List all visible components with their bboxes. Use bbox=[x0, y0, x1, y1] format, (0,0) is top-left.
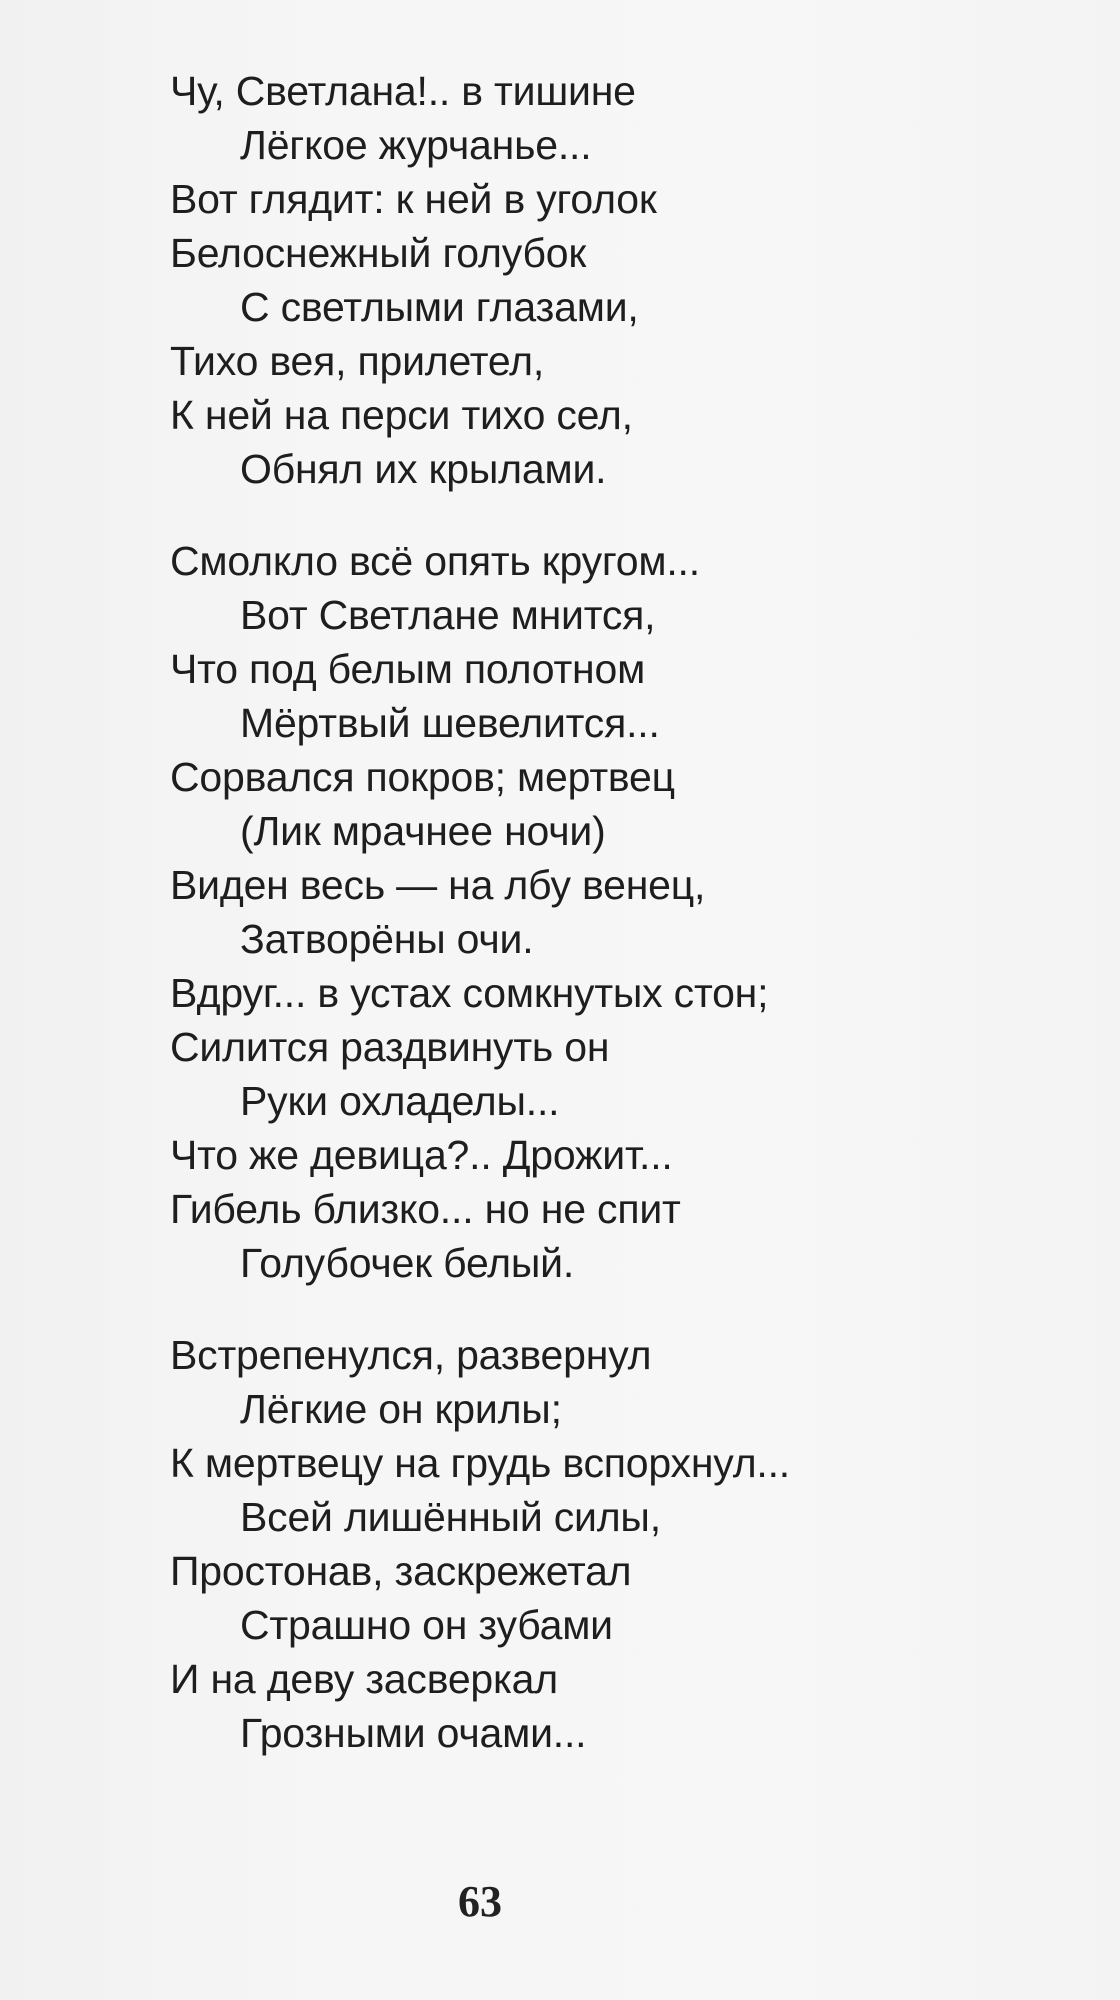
poem-line: Грозными очами... bbox=[240, 1710, 587, 1756]
poem-text bbox=[170, 64, 970, 1760]
poem-line: Тихо вея, прилетел, bbox=[170, 338, 545, 384]
poem-line: Лёгкие он крилы; bbox=[240, 1386, 562, 1432]
poem-line: Силится раздвинуть он bbox=[170, 1024, 610, 1070]
poem-line: Голубочек белый. bbox=[240, 1240, 575, 1286]
poem-line: Сорвался покров; мертвец bbox=[170, 754, 675, 800]
poem-line: Вот глядит: к ней в уголок bbox=[170, 176, 657, 222]
poem-line: К мертвецу на грудь вспорхнул... bbox=[170, 1440, 790, 1486]
poem-line: Вот Светлане мнится, bbox=[240, 592, 656, 638]
poem-line: Лёгкое журчанье... bbox=[240, 122, 592, 168]
poem-line: И на деву засверкал bbox=[170, 1656, 558, 1702]
poem-line: Смолкло всё опять кругом... bbox=[170, 538, 700, 584]
poem-line: Всей лишённый силы, bbox=[240, 1494, 661, 1540]
poem-line: Что под белым полотном bbox=[170, 646, 646, 692]
poem-line: Затворёны очи. bbox=[240, 916, 534, 962]
poem-line: Руки охладелы... bbox=[240, 1078, 560, 1124]
poem-line: Белоснежный голубок bbox=[170, 230, 587, 276]
poem-line: Обнял их крылами. bbox=[240, 446, 607, 492]
poem-line: Мёртвый шевелится... bbox=[240, 700, 660, 746]
poem-line: Виден весь — на лбу венец, bbox=[170, 862, 706, 908]
poem-line: С светлыми глазами, bbox=[240, 284, 639, 330]
poem-line: Страшно он зубами bbox=[240, 1602, 613, 1648]
page-number: 63 bbox=[458, 1877, 502, 1926]
poem-line: (Лик мрачнее ночи) bbox=[240, 808, 606, 854]
poem-line: Гибель близко... но не спит bbox=[170, 1186, 681, 1232]
stanza-2 bbox=[170, 534, 970, 1290]
poem-line: Что же девица?.. Дрожит... bbox=[170, 1132, 673, 1178]
poem-line: Простонав, заскрежетал bbox=[170, 1548, 632, 1594]
poem-line: Встрепенулся, развернул bbox=[170, 1332, 652, 1378]
poem-line: Вдруг... в устах сомкнутых стон; bbox=[170, 970, 769, 1016]
stanza-3 bbox=[170, 1328, 970, 1760]
stanza-1 bbox=[170, 64, 970, 496]
poem-line: К ней на перси тихо сел, bbox=[170, 392, 633, 438]
poem-line: Чу, Светлана!.. в тишине bbox=[170, 68, 636, 114]
